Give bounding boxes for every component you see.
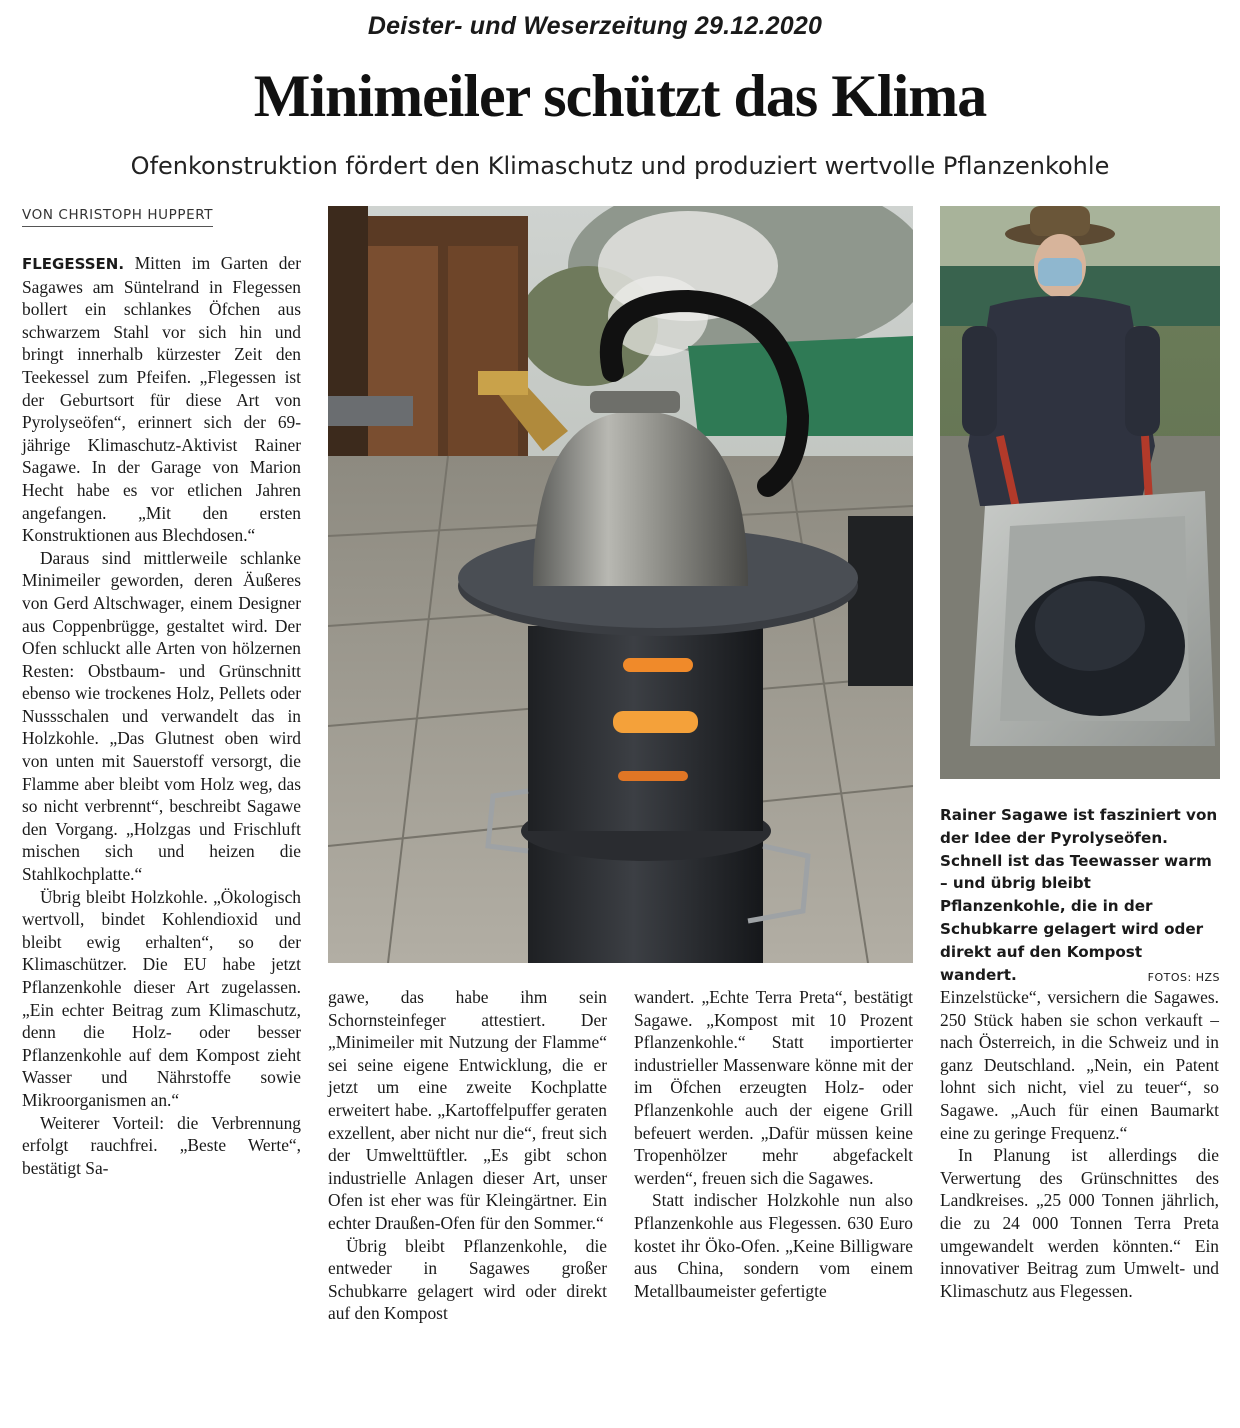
article-paragraph: wandert. „Echte Terra Preta“, bestätigt Sagawe. „Kompost mit 10 Prozent Pflanzenkohle.“ Statt importierter industrieller Massenware könne mit der im Öfchen erzeugten Holz- oder Pflanzenkohle auch der eigene Grill befeuert werden. „Dafür müssen keine Tropenhölzer mehr abgefackelt werden“, freuen sich die Sagawes. — [634, 987, 913, 1188]
article-paragraph: Einzelstücke“, versichern die Sagawes. 250 Stück haben sie schon verkauft – nach Österreich, in die Schweiz und in ganz Deutschland. „Nein, ein Patent lohnt sich nicht, viel zu teuer“, so Sagawe. „Auch für einen Baumarkt eine zu geringe Frequenz.“ — [940, 987, 1219, 1143]
photo-credit: FOTOS: HZS — [1147, 970, 1220, 984]
dateline: FLEGESSEN. — [22, 255, 125, 273]
article-paragraph: In Planung ist allerdings die Verwertung des Grünschnittes des Landkreises. „25 000 Tonnen jährlich, die zu 24 000 Tonnen Terra Preta umgewandelt werden könnten.“ Ein innovativer Beitrag zum Umwelt- und Klimaschutz aus Flegessen. — [940, 1145, 1219, 1301]
photo-caption — [940, 804, 1220, 989]
article-column-3 — [634, 986, 913, 1302]
caption-text: Rainer Sagawe ist fasziniert von der Idee der Pyrolyseöfen. Schnell ist das Teewasser warm – und übrig bleibt Pflanzenkohle, die in der Schubkarre gelagert wird oder direkt auf den Kompost wandert. — [940, 806, 1218, 984]
subheadline: Ofenkonstruktion fördert den Klimaschutz und produziert wertvolle Pflanzenkohle — [130, 152, 1110, 180]
byline: VON CHRISTOPH HUPPERT — [22, 207, 213, 227]
newspaper-masthead: Deister- und Weserzeitung 29.12.2020 — [367, 12, 823, 40]
article-paragraph: Daraus sind mittlerweile schlanke Minimeiler geworden, deren Äußeres von Gerd Altschwager, einem Designer aus Coppenbrügge, gestaltet wird. Der Ofen schluckt alle Arten von hölzernen Resten: Obstbaum- und Grünschnitt ebenso wie trockenes Holz, Pellets oder Nussschalen und verwandelt das in Holzkohle. „Das Glutnest oben wird von unten mit Sauerstoff versorgt, die Flamme aber bleibt vom Holz weg, das so nicht verbrennt“, beschreibt Sagawe den Vorgang. „Holzgas und Frischluft mischen sich und heizen die Stahlkochplatte.“ — [22, 547, 301, 885]
article-paragraph: Statt indischer Holzkohle nun also Pflanzenkohle aus Flegessen. 630 Euro kostet ihr Öko-Ofen. „Keine Billigware aus China, sondern vom einem Metallbaumeister gefertigte — [634, 1190, 913, 1301]
article-column-2 — [328, 986, 607, 1325]
article-column-1 — [22, 252, 301, 1179]
article-paragraph: gawe, das habe ihm sein Schornsteinfeger attestiert. Der „Minimeiler mit Nutzung der Flamme“ sei seine eigene Entwicklung, die er jetzt um eine zweite Kochplatte erweitert habe. „Kartoffelpuffer geraten exzellent, aber nicht nur die“, freut sich der Umwelttüftler. „Es gibt schon industrielle Anlagen dieser Art, unser Ofen ist eher was für Kleingärtner. Ein echter Draußen-Ofen für den Sommer.“ — [328, 987, 607, 1233]
article-paragraph: FLEGESSEN. Mitten im Garten der Sagawes am Süntelrand in Flegessen bollert ein schlankes Öfchen aus schwarzem Stahl vor sich hin und bringt innerhalb kürzester Zeit den Teekessel zum Pfeifen. „Flegessen ist der Geburtsort für diese Art von Pyrolyseöfen“, erinnert sich der 69-jährige Klimaschutz-Aktivist Rainer Sagawe. In der Garage von Marion Hecht habe es vor etlichen Jahren angefangen. „Mit den ersten Konstruktionen aus Blechdosen.“ — [22, 253, 301, 546]
stove-kettle-photo — [328, 206, 913, 963]
article-paragraph: Übrig bleibt Holzkohle. „Ökologisch wertvoll, bindet Kohlendioxid und bleibt ewig erhalten“, so der Klimaschützer. Die EU habe jetzt Pflanzenkohle dieser Art zugelassen. „Ein echter Beitrag zum Klimaschutz, denn die Holz- oder besser Pflanzenkohle auf dem Kompost zieht Wasser und Nährstoffe sowie Mikroorganismen an.“ — [22, 886, 301, 1110]
article-paragraph: Weiterer Vorteil: die Verbrennung erfolgt rauchfrei. „Beste Werte“, bestätigt Sa- — [22, 1112, 301, 1178]
headline: Minimeiler schützt das Klima — [253, 63, 987, 129]
article-paragraph: Übrig bleibt Pflanzenkohle, die entweder in Sagawes großer Schubkarre gelagert wird oder direkt auf den Kompost — [328, 1235, 607, 1324]
article-column-4 — [940, 986, 1219, 1302]
man-wheelbarrow-photo — [940, 206, 1220, 779]
